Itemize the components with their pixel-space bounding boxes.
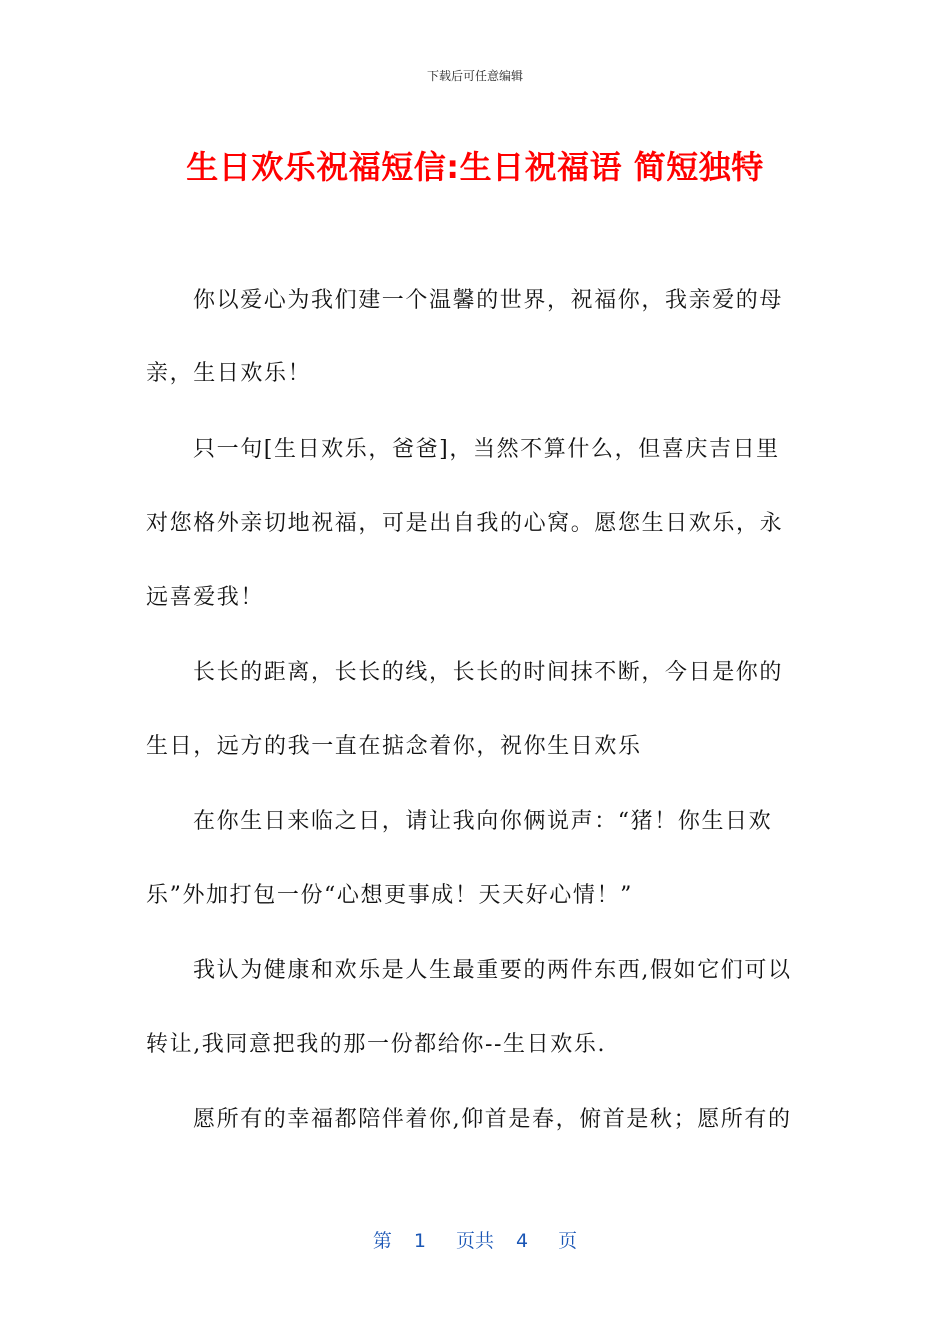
footer-total-pages: 4: [516, 1230, 529, 1252]
page-footer: [0, 1226, 950, 1253]
paragraph-line: 我认为健康和欢乐是人生最重要的两件东西,假如它们可以: [193, 958, 792, 983]
paragraph-line: 只一句[生日欢乐，爸爸]，当然不算什么，但喜庆吉日里: [193, 437, 780, 462]
footer-label-end: 页: [558, 1230, 578, 1252]
paragraph-line: 生日，远方的我一直在掂念着你，祝你生日欢乐: [146, 734, 642, 759]
paragraph-line: 你以爱心为我们建一个温馨的世界，祝福你，我亲爱的母: [193, 288, 784, 313]
paragraph-line: 长长的距离，长长的线，长长的时间抹不断，今日是你的: [193, 660, 784, 685]
footer-label-page: 第: [372, 1230, 392, 1252]
header-note: 下载后可任意编辑: [426, 69, 523, 83]
paragraph-line: 乐”外加打包一份“心想更事成！天天好心情！”: [146, 883, 633, 908]
paragraph-line: 亲，生日欢乐！: [146, 361, 312, 386]
footer-label-of: 页共: [455, 1230, 494, 1252]
paragraph-line: 转让,我同意把我的那一份都给你--生日欢乐.: [146, 1032, 607, 1057]
paragraph-line: 愿所有的幸福都陪伴着你,仰首是春，俯首是秋；愿所有的: [193, 1107, 792, 1132]
footer-current-page: 1: [413, 1230, 426, 1252]
paragraph-line: 在你生日来临之日，请让我向你俩说声：“猪！你生日欢: [193, 809, 773, 834]
document-title: 生日欢乐祝福短信:生日祝福语 简短独特: [186, 148, 764, 186]
paragraph-line: 对您格外亲切地祝福，可是出自我的心窝。愿您生日欢乐，永: [146, 511, 784, 536]
paragraph-line: 远喜爱我！: [146, 585, 265, 610]
